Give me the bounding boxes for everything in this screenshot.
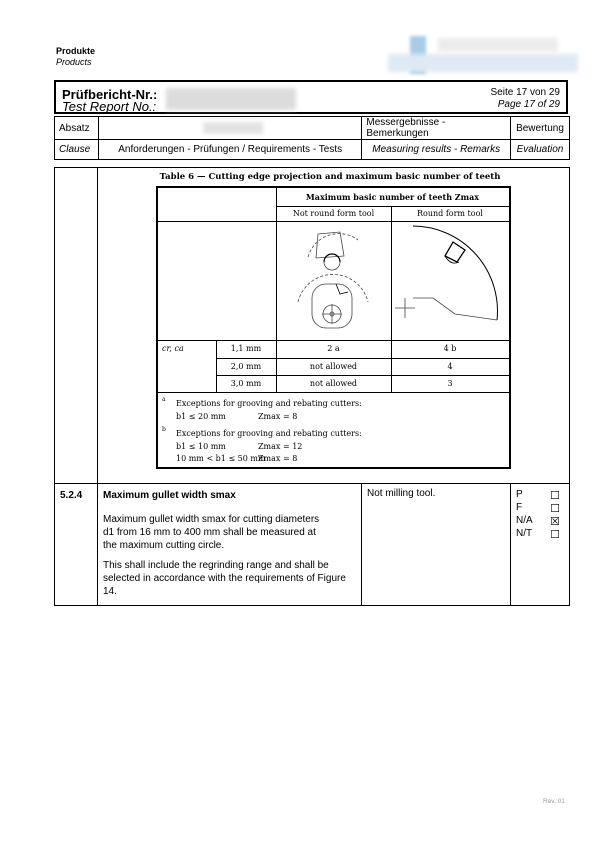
requirements-header-redacted	[98, 117, 361, 140]
requirement-line-2: d1 from 16 mm to 400 mm shall be measured at	[103, 527, 316, 538]
round-row-1: 4 b	[443, 344, 457, 353]
eval-pass-label: P	[516, 489, 523, 500]
eval-nt-label: N/T	[516, 528, 533, 539]
eval-na-label: N/A	[516, 515, 533, 526]
teeth-group-header: Maximum basic number of teeth Zmax	[305, 192, 480, 202]
report-number-label: Prüfbericht-Nr.:	[62, 87, 158, 102]
not-round-tool-drawing	[278, 222, 390, 340]
note-a-line: b1 ≤ 20 mm	[176, 412, 226, 421]
results-column-divider	[361, 483, 362, 606]
dim-row-2: 2,0 mm	[230, 362, 262, 371]
clause-header-en: Clause	[55, 140, 99, 160]
round-row-2: 4	[447, 362, 453, 371]
requirement-line-6: 14.	[103, 586, 117, 597]
eval-pass-checkbox[interactable]: ☐	[550, 490, 560, 502]
eval-nt-checkbox[interactable]: ☐	[550, 529, 560, 541]
report-header	[54, 80, 568, 114]
clause-number: 5.2.4	[60, 490, 83, 501]
requirement-line-4: This shall include the regrinding range and shall be	[103, 560, 329, 571]
note-a-zmax: Zmax = 8	[258, 412, 298, 421]
not-round-row-3: not allowed	[309, 379, 358, 388]
note-a-marker: a	[162, 396, 166, 403]
row-label: cr, ca	[162, 344, 184, 353]
eval-fail-label: F	[516, 502, 523, 513]
clause-header: Absatz	[55, 117, 99, 140]
requirements-header-en: Anforderungen - Prüfungen / Requirements - Tests	[98, 140, 361, 160]
eval-na-checkbox[interactable]: ☒	[550, 516, 560, 528]
requirement-line-3: the maximum cutting circle.	[103, 540, 225, 551]
results-header: Messergebnisse - Bemerkungen	[362, 117, 511, 140]
table-caption: Table 6 — Cutting edge projection and maximum basic number of teeth	[159, 172, 501, 182]
measuring-result: Not milling tool.	[367, 488, 436, 499]
note-b-title: Exceptions for grooving and rebating cutters:	[176, 429, 362, 438]
not-round-row-2: not allowed	[309, 362, 358, 371]
revision-label: Rev.:01	[543, 798, 565, 805]
requirement-line-5: selected in accordance with the requirements of Figure	[103, 573, 346, 584]
clause-column-divider	[97, 167, 98, 606]
eval-fail-checkbox[interactable]: ☐	[550, 503, 560, 515]
products-label-en: Products	[56, 57, 92, 67]
page-number: Seite 17 von 29	[490, 87, 560, 98]
not-round-header: Not round form tool	[292, 209, 375, 218]
standard-table-figure	[156, 186, 511, 469]
evaluation-column-divider	[510, 483, 511, 606]
note-b-line-2: 10 mm < b1 ≤ 50 mm	[176, 454, 266, 463]
row-divider	[54, 483, 570, 484]
note-b-line-1: b1 ≤ 10 mm	[176, 442, 226, 451]
page-number-en: Page 17 of 29	[497, 99, 560, 110]
note-b-zmax-2: Zmax = 8	[258, 454, 298, 463]
note-b-marker: b	[162, 426, 166, 433]
requirement-line-1: Maximum gullet width smax for cutting diameters	[103, 514, 320, 525]
products-label-de: Produkte	[56, 46, 96, 56]
eval-na	[516, 515, 564, 526]
column-header-table	[54, 116, 570, 160]
evaluation-header: Bewertung	[510, 117, 569, 140]
dim-row-1: 1,1 mm	[230, 344, 262, 353]
report-number-label-en: Test Report No.:	[62, 99, 157, 114]
eval-fail	[516, 502, 564, 513]
evaluation-header-en: Evaluation	[510, 140, 569, 160]
note-b-zmax-1: Zmax = 12	[258, 442, 303, 451]
note-a-title: Exceptions for grooving and rebating cutters:	[176, 399, 362, 408]
eval-nt	[516, 528, 564, 539]
round-row-3: 3	[447, 379, 453, 388]
results-header-en: Measuring results - Remarks	[362, 140, 511, 160]
company-logo	[388, 36, 578, 76]
redacted-report-number	[166, 88, 296, 110]
not-round-row-1: 2 a	[327, 344, 340, 353]
round-header: Round form tool	[417, 209, 483, 218]
round-tool-drawing	[393, 222, 507, 340]
section-title: Maximum gullet width smax	[103, 490, 236, 501]
dim-row-3: 3,0 mm	[230, 379, 262, 388]
eval-pass	[516, 489, 564, 500]
